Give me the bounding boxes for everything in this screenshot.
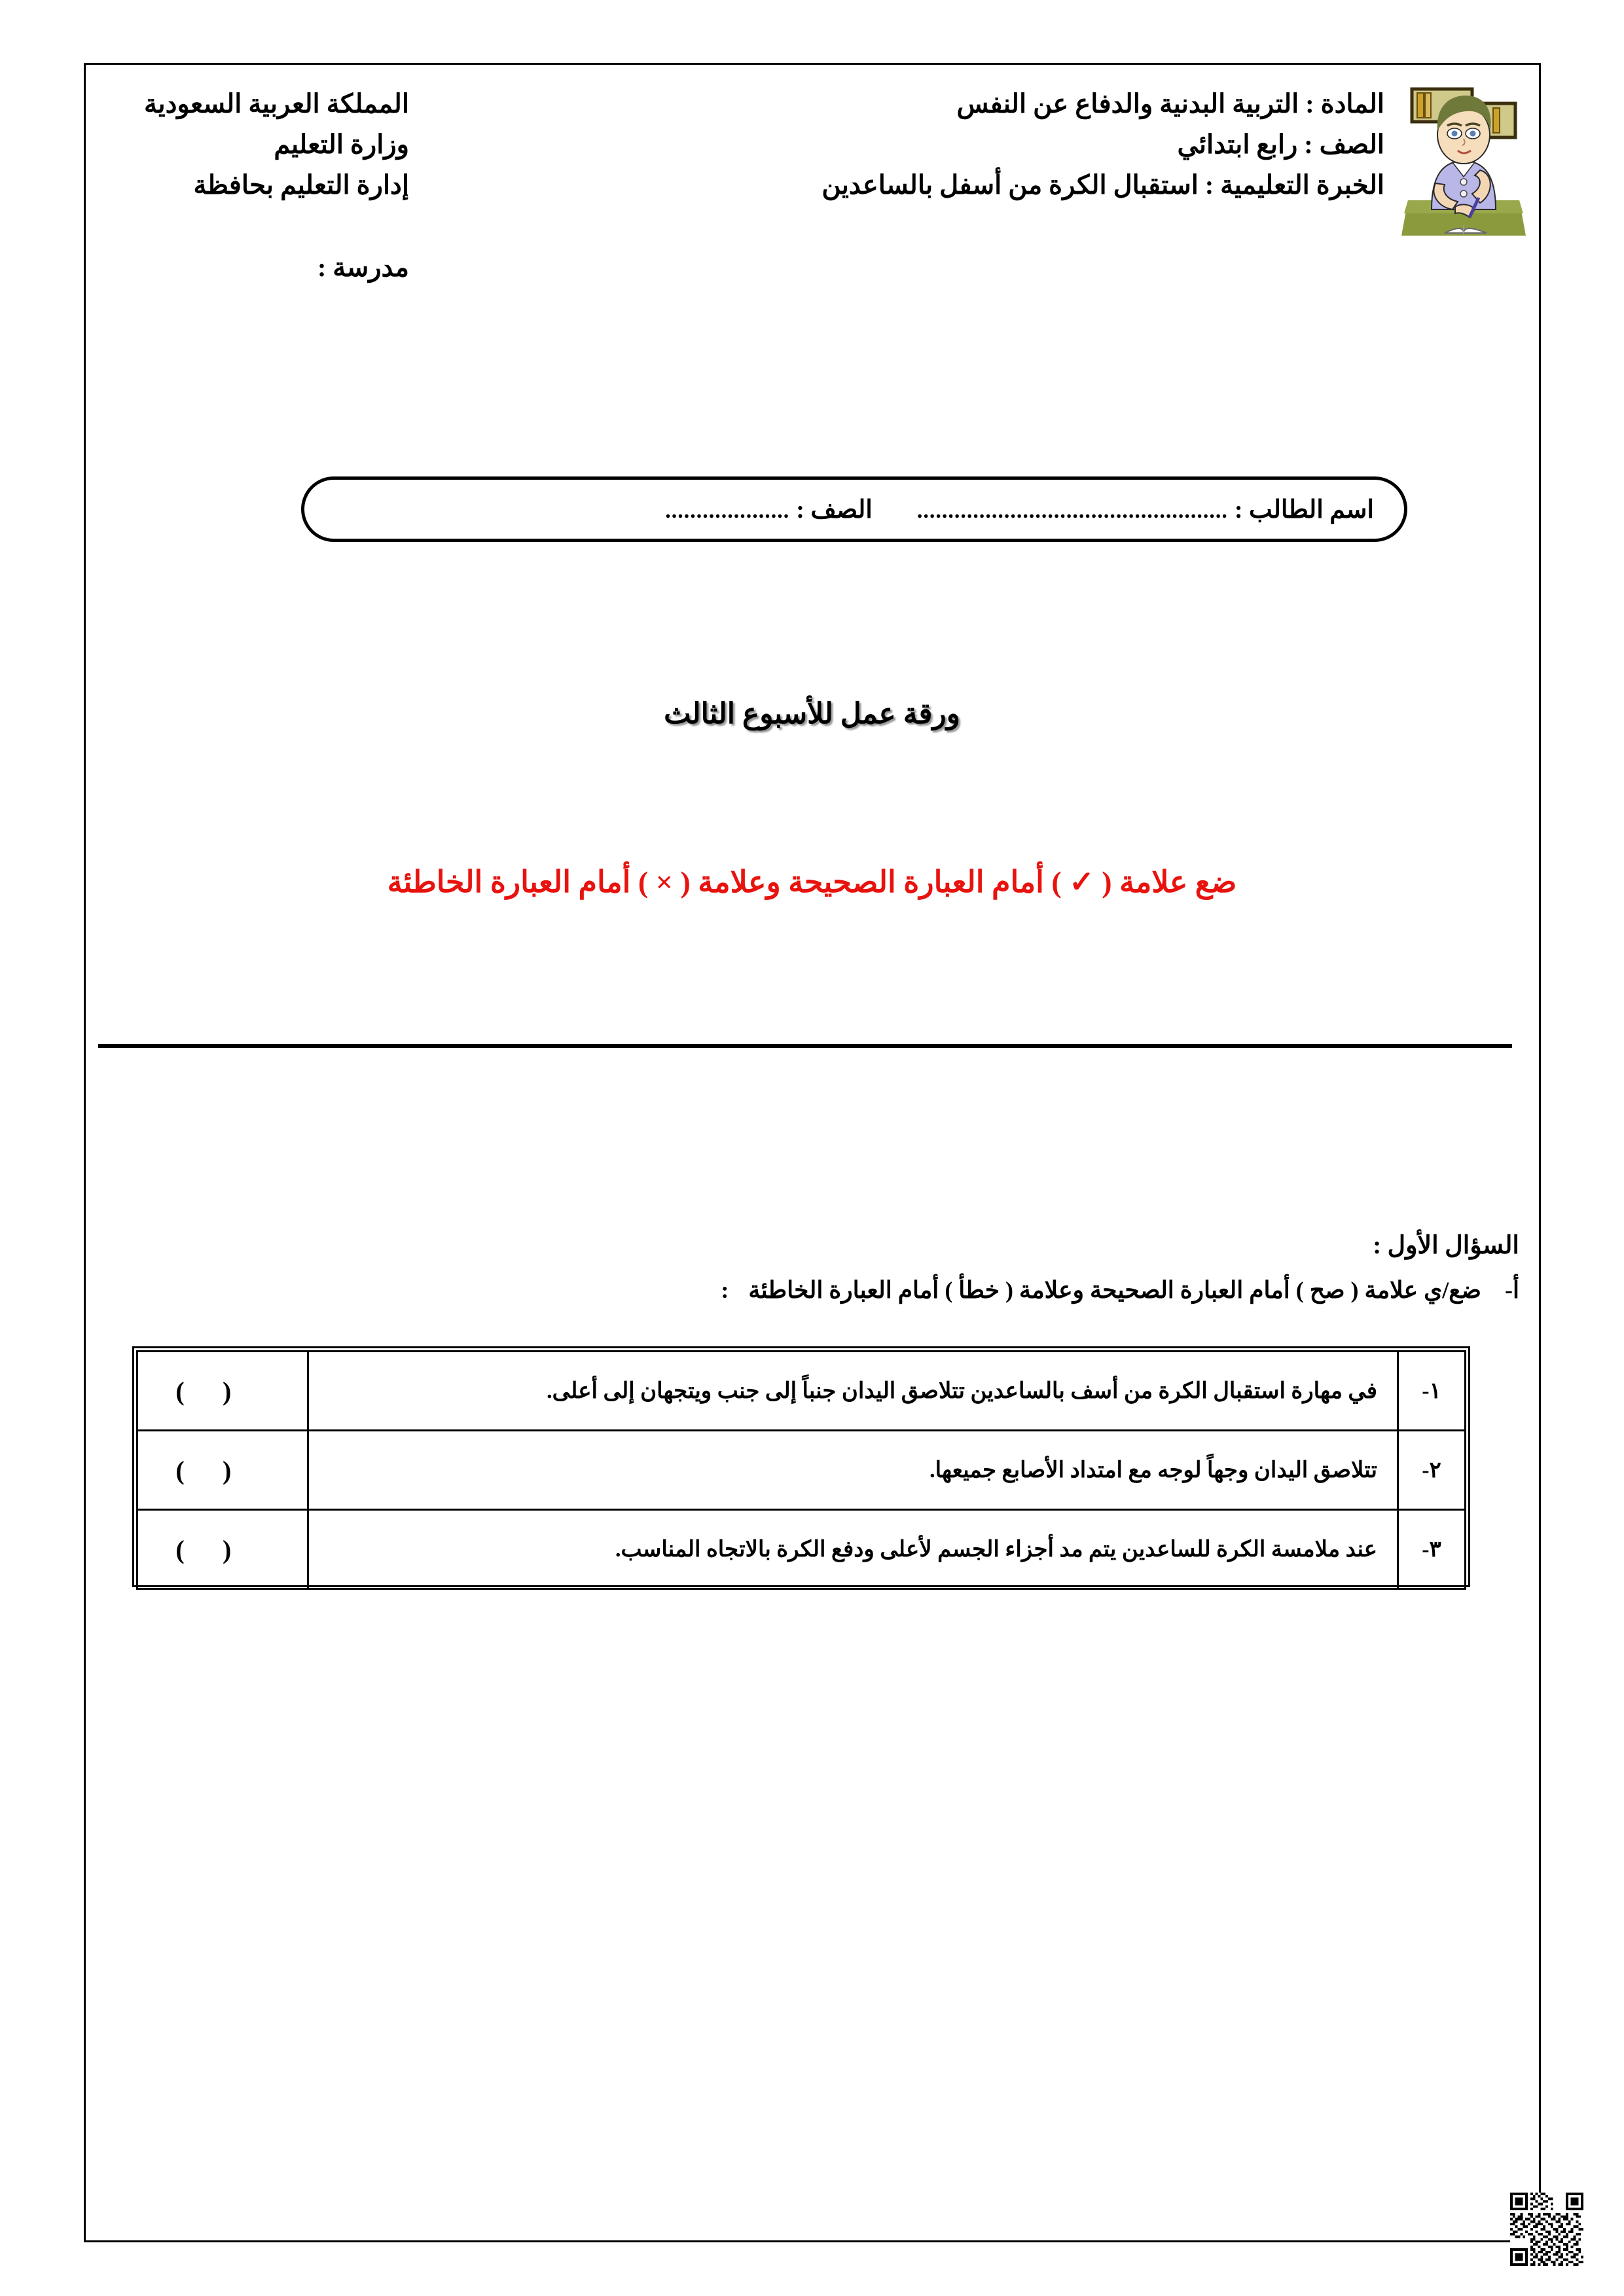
qr-code [1510, 2193, 1583, 2266]
page-border-frame [84, 63, 1541, 2242]
row-answer-cell[interactable] [137, 1352, 308, 1431]
student-name-dots: .................................................. [916, 498, 1228, 523]
subject-line: المادة : التربية البدنية والدفاع عن النفس [956, 89, 1384, 118]
question-prompt-colon: : [721, 1277, 729, 1303]
table-row [137, 1510, 1466, 1589]
header-subject-lines [821, 79, 1401, 206]
student-class-label: الصف : [796, 495, 873, 524]
country-name: المملكة العربية السعودية [144, 89, 409, 118]
ministry-name: وزارة التعليم [274, 130, 409, 159]
answer-paren-close: ) [175, 1534, 185, 1564]
statements-table-body [137, 1352, 1466, 1589]
row-number: ٢- [1398, 1431, 1466, 1510]
row-answer-cell[interactable] [137, 1431, 308, 1510]
document-header [98, 79, 1526, 282]
worksheet-title: ورقة عمل للأسبوع الثالث [664, 698, 960, 730]
grade-line: الصف : رابع ابتدائي [1177, 130, 1384, 159]
row-number: ٣- [1398, 1510, 1466, 1589]
school-label: مدرسة : [317, 253, 409, 282]
question-one-prompt-row [275, 1276, 1519, 1304]
row-answer-cell[interactable] [137, 1510, 308, 1589]
row-statement: في مهارة استقبال الكرة من أسف بالساعدين تتلاصق اليدان جنباً إلى جنب ويتجهان إلى أعلى. [308, 1352, 1398, 1431]
horizontal-divider [98, 1044, 1512, 1048]
student-info-box [301, 476, 1407, 542]
table-row [137, 1352, 1466, 1431]
answer-paren-close: ) [175, 1455, 185, 1485]
answer-paren-open: ( [222, 1534, 232, 1564]
question-one-heading: السؤال الأول : [1373, 1232, 1519, 1259]
question-one-prompt: ضع/ي علامة ( صح ) أمام العبارة الصحيحة وعلامة ( خطأ ) أمام العبارة الخاطئة [748, 1277, 1481, 1303]
directorate-name: إدارة التعليم بحافظة [193, 170, 409, 200]
header-subject-block [821, 79, 1526, 236]
student-name-field[interactable] [911, 495, 1374, 524]
header-official-block [98, 79, 409, 288]
answer-paren-open: ( [222, 1455, 232, 1485]
table-row [137, 1431, 1466, 1510]
row-statement: عند ملامسة الكرة للساعدين يتم مد أجزاء الجسم لأعلى ودفع الكرة بالاتجاه المناسب. [308, 1510, 1398, 1589]
answer-paren-open: ( [222, 1376, 232, 1406]
row-statement: تتلاصق اليدان وجهاً لوجه مع امتداد الأصابع جميعها. [308, 1431, 1398, 1510]
instruction-red-text: ضع علامة ( ✓ ) أمام العبارة الصحيحة وعلامة ( × ) أمام العبارة الخاطئة [387, 865, 1237, 899]
student-class-field[interactable] [659, 495, 873, 524]
learning-experience-line: الخبرة التعليمية : استقبال الكرة من أسفل بالساعدين [821, 170, 1384, 200]
student-name-label: اسم الطالب : [1234, 495, 1374, 524]
row-number: ١- [1398, 1352, 1466, 1431]
statements-table [136, 1350, 1466, 1590]
student-class-dots: .................... [665, 498, 790, 523]
student-studying-clipart [1401, 79, 1526, 236]
answer-paren-close: ) [175, 1376, 185, 1406]
question-part-marker: أ- [1505, 1277, 1519, 1303]
